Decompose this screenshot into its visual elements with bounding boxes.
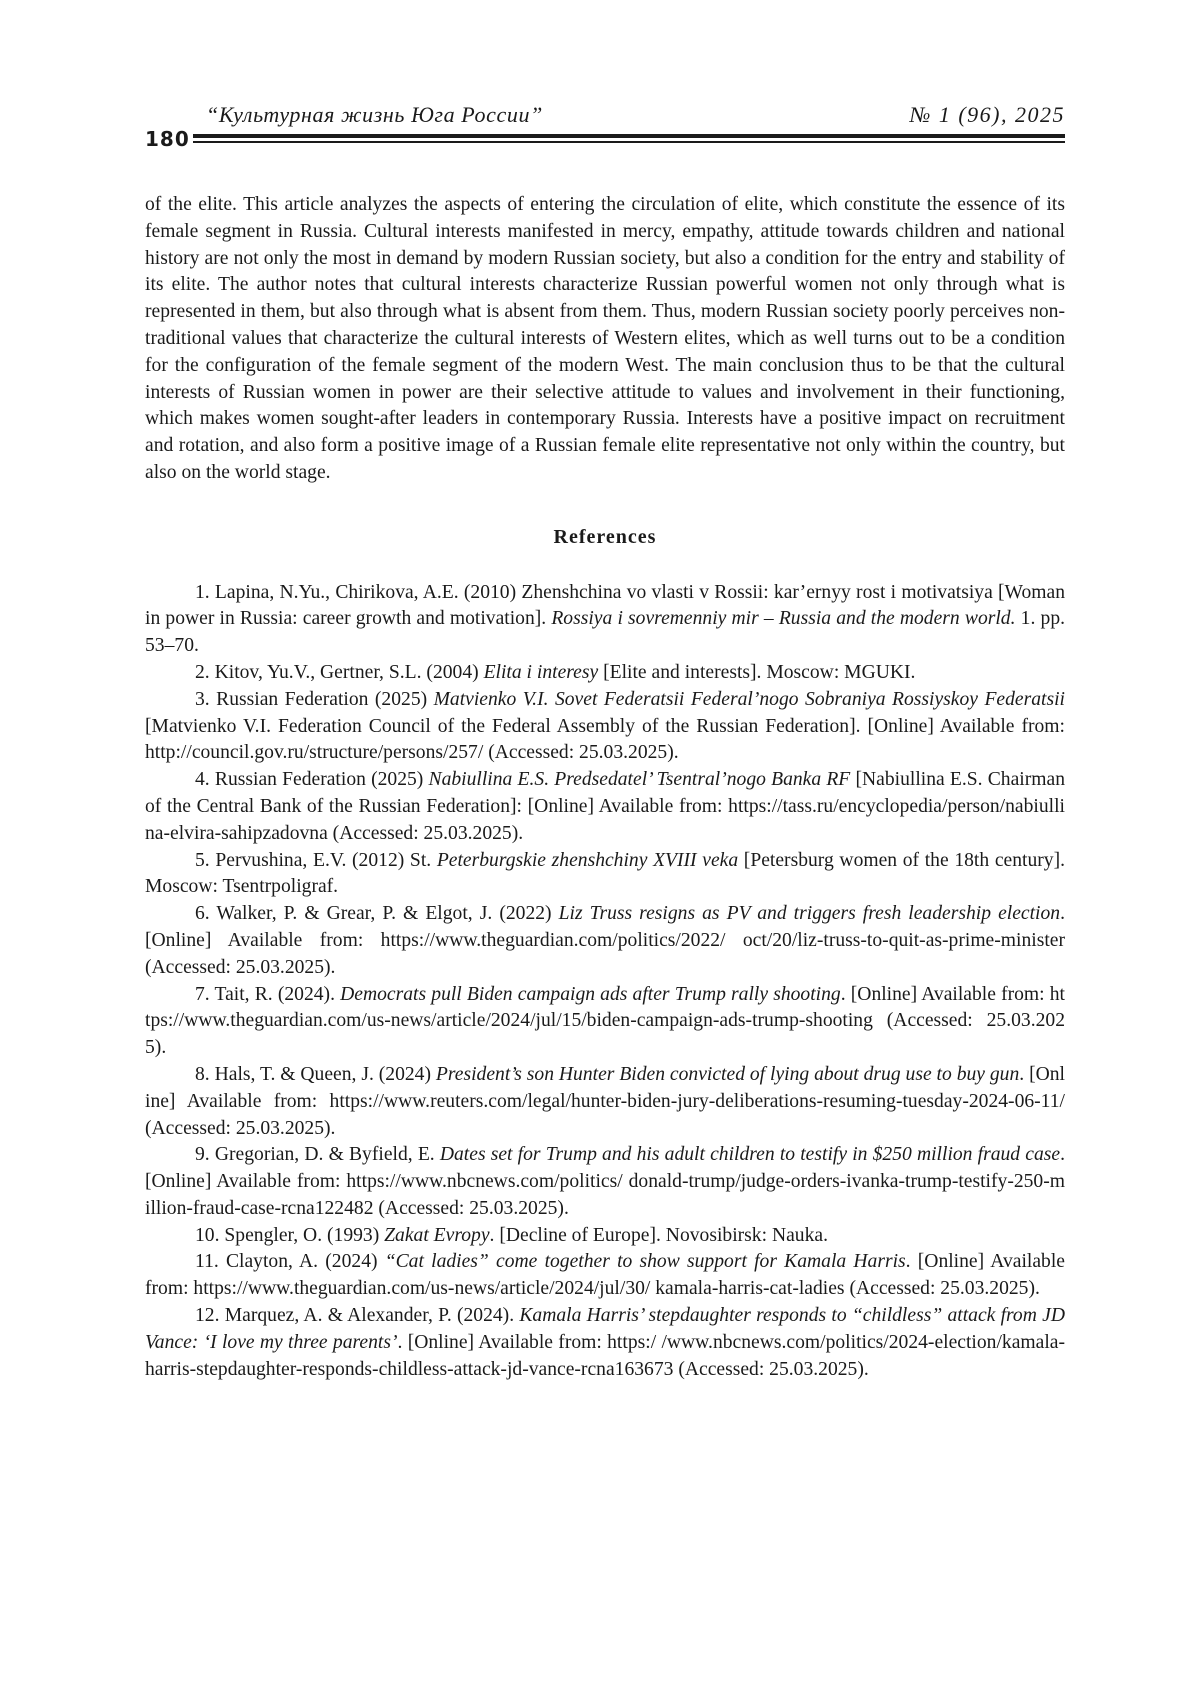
reference-lead: 1. Lapina, N.Yu., Chirikova, A.E. (2010) Zhenshchina vo vlasti v Rossii: kar’ernyy rost i motivatsiya [Woman in power in Russia: career growth and motivation]. xyxy=(145,582,1065,630)
journal-page xyxy=(0,0,1200,1698)
reference-title: Matvienko V.I. Sovet Federatsii Federal’nogo Sobraniya Rossiyskoy Federatsii xyxy=(434,689,1065,710)
reference-item xyxy=(145,687,1065,767)
reference-tail: [Matvienko V.I. Federation Council of the Federal Assembly of the Russian Federation]. [Online] Available from: http://council.gov.ru/structure/persons/257/ (Accessed: 25.03.2025). xyxy=(145,716,1065,764)
reference-tail: [Elite and interests]. Moscow: MGUKI. xyxy=(598,662,915,683)
reference-lead: 11. Clayton, A. (2024) xyxy=(195,1251,385,1272)
reference-title: Kamala Harris’ stepdaughter responds to “childless” attack from JD Vance: ‘I love my three parents’ xyxy=(145,1305,1065,1353)
reference-lead: 10. Spengler, O. (1993) xyxy=(195,1225,384,1246)
reference-title: Democrats pull Biden campaign ads after Trump rally shooting xyxy=(340,984,841,1005)
reference-item xyxy=(145,1303,1065,1383)
header-rule-thick xyxy=(193,134,1065,138)
reference-title: Peterburgskie zhenshchiny XVIII veka xyxy=(437,850,738,871)
reference-tail: . [Online] Available from: https://www.theguardian.com/politics/2022/ oct/20/liz-truss-to-quit-as-prime-minister (Accessed: 25.03.2025). xyxy=(145,903,1065,978)
reference-title: “Cat ladies” come together to show support for Kamala Harris xyxy=(385,1251,906,1272)
reference-tail: . [Online] Available from: https://www.theguardian.com/us-news/article/2024/jul/15/biden-campaign-ads-trump-shooting (Accessed: 25.03.2025). xyxy=(145,984,1065,1059)
reference-lead: 8. Hals, T. & Queen, J. (2024) xyxy=(195,1064,436,1085)
reference-item xyxy=(145,848,1065,902)
reference-title: Liz Truss resigns as PV and triggers fresh leadership election xyxy=(559,903,1060,924)
reference-tail: . [Decline of Europe]. Novosibirsk: Nauka. xyxy=(490,1225,828,1246)
reference-item xyxy=(145,660,1065,687)
header-rule-thin xyxy=(193,141,1065,143)
page-content xyxy=(145,192,1065,1383)
reference-tail: . [Online] Available from: https:/ /www.nbcnews.com/politics/2024-election/kamala-harris-stepdaughter-responds-childless-attack-jd-vance-rcna163673 (Accessed: 25.03.2025). xyxy=(145,1332,1065,1380)
reference-item xyxy=(145,580,1065,660)
reference-tail: . [Online] Available from: https://www.reuters.com/legal/hunter-biden-jury-deliberations-resuming-tuesday-2024-06-11/ (Accessed: 25.03.2025). xyxy=(145,1064,1065,1139)
reference-lead: 4. Russian Federation (2025) xyxy=(195,769,429,790)
reference-tail: . [Online] Available from: https://www.theguardian.com/us-news/article/2024/jul/30/ kamala-harris-cat-ladies (Accessed: 25.03.2025). xyxy=(145,1251,1065,1299)
references-heading: References xyxy=(145,524,1065,551)
abstract-paragraph: of the elite. This article analyzes the aspects of entering the circulation of elite, which constitute the essence of its female segment in Russia. Cultural interests manifested in mercy, empathy, attitude towards children and national history are not only the most in demand by modern Russian society, but also a condition for the entry and stability of its elite. The author notes that cultural interests characterize Russian powerful women not only through what is represented in them, but also through what is absent from them. Thus, modern Russian society poorly perceives non-traditional values that characterize the cultural interests of Western elites, which as well turns out to be a condition for the configuration of the female segment of the modern West. The main conclusion thus to be that the cultural interests of Russian women in power are their selective attitude to values and involvement in their functioning, which makes women sought-after leaders in contemporary Russia. Interests have a positive impact on recruitment and rotation, and also form a positive image of a Russian female elite representative not only within the country, but also on the world stage. xyxy=(145,192,1065,487)
issue-number: № 1 (96), 2025 xyxy=(910,102,1065,128)
reference-title: President’s son Hunter Biden convicted of lying about drug use to buy gun xyxy=(436,1064,1019,1085)
reference-tail: [Nabiullina E.S. Chairman of the Central Bank of the Russian Federation]: [Online] Available from: https://tass.ru/encyclopedia/person/nabiullina-elvira-sahipzadovna (Accessed: 25.03.2025). xyxy=(145,769,1065,844)
reference-item xyxy=(145,982,1065,1062)
reference-title: Rossiya i sovremenniy mir – Russia and the modern world. xyxy=(551,608,1015,629)
page-number: 180 xyxy=(145,127,190,151)
reference-title: Dates set for Trump and his adult children to testify in $250 million fraud case xyxy=(440,1144,1060,1165)
reference-title: Zakat Evropy xyxy=(384,1225,489,1246)
references-list xyxy=(145,580,1065,1384)
reference-lead: 12. Marquez, A. & Alexander, P. (2024). xyxy=(195,1305,519,1326)
reference-item xyxy=(145,767,1065,847)
reference-title: Nabiullina E.S. Predsedatel’ Tsentral’nogo Banka RF xyxy=(429,769,851,790)
reference-item xyxy=(145,1223,1065,1250)
reference-item xyxy=(145,901,1065,981)
reference-tail: 1. pp. 53–70. xyxy=(145,608,1065,656)
reference-lead: 9. Gregorian, D. & Byfield, E. xyxy=(195,1144,440,1165)
reference-lead: 7. Tait, R. (2024). xyxy=(195,984,340,1005)
reference-lead: 2. Kitov, Yu.V., Gertner, S.L. (2004) xyxy=(195,662,484,683)
reference-lead: 5. Pervushina, E.V. (2012) St. xyxy=(195,850,437,871)
reference-item xyxy=(145,1249,1065,1303)
reference-item xyxy=(145,1142,1065,1222)
reference-lead: 6. Walker, P. & Grear, P. & Elgot, J. (2022) xyxy=(195,903,559,924)
reference-item xyxy=(145,1062,1065,1142)
reference-tail: [Petersburg women of the 18th century]. Moscow: Tsentrpoligraf. xyxy=(145,850,1065,898)
reference-lead: 3. Russian Federation (2025) xyxy=(195,689,434,710)
reference-tail: . [Online] Available from: https://www.nbcnews.com/politics/ donald-trump/judge-orders-ivanka-trump-testify-250-million-fraud-case-rcna122482 (Accessed: 25.03.2025). xyxy=(145,1144,1065,1219)
reference-title: Elita i interesy xyxy=(484,662,599,683)
running-header xyxy=(145,100,1065,148)
journal-title: “Культурная жизнь Юга России” xyxy=(206,102,543,128)
